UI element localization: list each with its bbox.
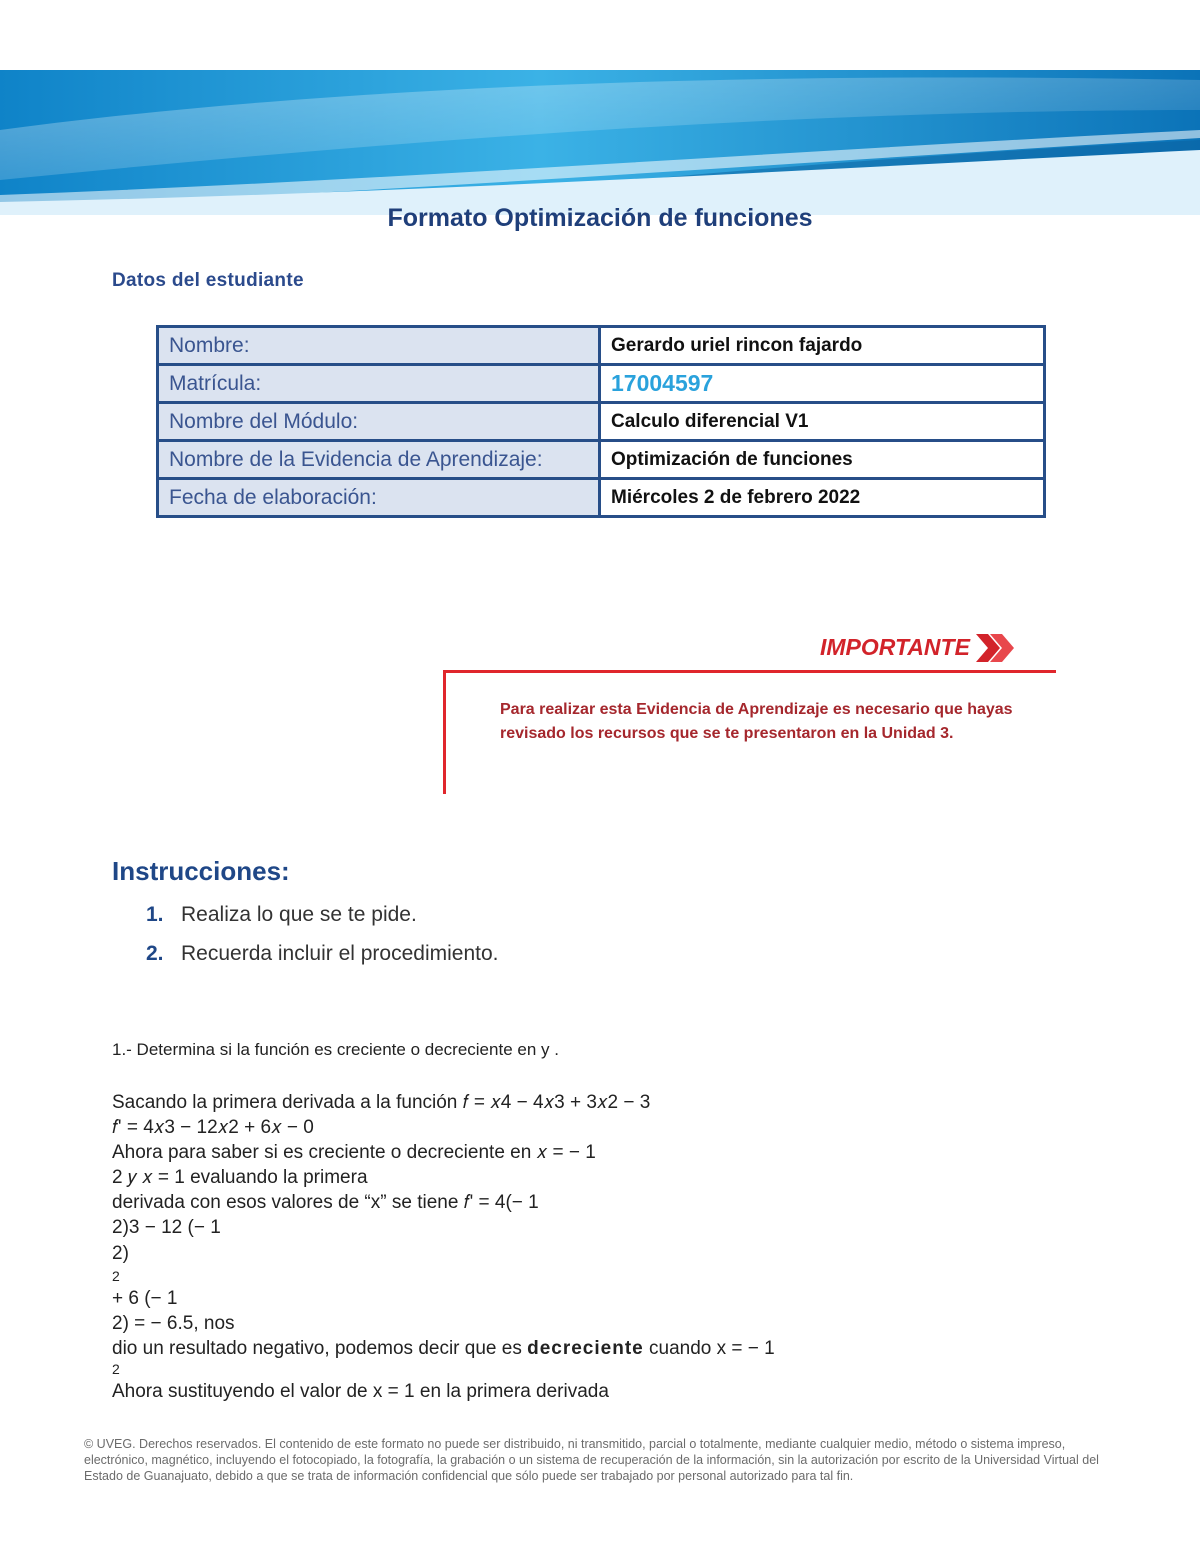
list-item — [146, 903, 499, 942]
table-row — [158, 403, 1045, 441]
important-note: Para realizar esta Evidencia de Aprendizaje es necesario que hayas revisado los recursos que se te presentaron en la Unidad 3. — [500, 701, 1013, 742]
solution-line: 2 — [112, 1361, 120, 1377]
list-item — [146, 942, 499, 981]
solution-line: 2)3 − 12 (− 1 — [112, 1217, 221, 1238]
table-row — [158, 365, 1045, 403]
important-divider — [443, 670, 1056, 673]
row-label: Nombre: — [158, 327, 600, 365]
copyright-footer: © UVEG. Derechos reservados. El contenido de este formato no puede ser distribuido, ni transmitido, parcial o totalmente, mediante cualquier medio, método o sistema impreso, electrónico, magnético, incluyendo el fotocopiado, la fotografía, la grabación o un sistema de recuperación de la información, sin la autorización por escrito de la Universidad Virtual del Estado de Guanajuato, debido a que se trata de información confidencial que sólo puede ser trabajado por personal autorizado para tal fin. — [84, 1437, 1099, 1483]
table-row — [158, 441, 1045, 479]
student-id-value: 17004597 — [600, 365, 1045, 403]
double-chevron-icon — [974, 630, 1018, 666]
solution-line: Ahora para saber si es creciente o decreciente en 𝑥 = − 1 — [112, 1142, 596, 1163]
student-name-value: Gerardo uriel rincon fajardo — [600, 327, 1045, 365]
instructions-list — [146, 903, 499, 981]
question-text: 1.- Determina si la función es creciente o decreciente en y . — [112, 1040, 559, 1059]
header-banner — [0, 70, 1200, 215]
solution-line: 2 𝑦 𝑥 = 1 evaluando la primera — [112, 1167, 368, 1188]
important-side-bar — [443, 670, 446, 794]
solution-line: Sacando la primera derivada a la función 𝑓 = 𝑥4 − 4𝑥3 + 3𝑥2 − 3 — [112, 1092, 651, 1113]
row-label: Nombre del Módulo: — [158, 403, 600, 441]
solution-line: 2) = − 6.5, nos — [112, 1313, 235, 1334]
solution-line: derivada con esos valores de “x” se tiene 𝑓' = 4(− 1 — [112, 1192, 539, 1213]
solution-text: dio un resultado negativo, podemos decir que es — [112, 1338, 522, 1359]
solution-line: 2 — [112, 1268, 120, 1284]
step-text: Realiza lo que se te pide. — [181, 903, 417, 926]
step-number: 2. — [146, 942, 164, 965]
important-title: IMPORTANTE — [820, 634, 970, 660]
evidence-name-value: Optimización de funciones — [600, 441, 1045, 479]
date-value: Miércoles 2 de febrero 2022 — [600, 479, 1045, 517]
solution-line: 𝑓' = 4𝑥3 − 12𝑥2 + 6𝑥 − 0 — [112, 1117, 314, 1138]
row-label: Matrícula: — [158, 365, 600, 403]
row-label: Nombre de la Evidencia de Aprendizaje: — [158, 441, 600, 479]
section-student-heading: Datos del estudiante — [112, 270, 304, 291]
instructions-title: Instrucciones: — [112, 856, 290, 886]
emphasis-text: decreciente — [527, 1338, 644, 1359]
table-row — [158, 479, 1045, 517]
solution-text: cuando x = − 1 — [649, 1338, 775, 1359]
solution-line: Ahora sustituyendo el valor de x = 1 en la primera derivada — [112, 1381, 609, 1402]
row-label: Fecha de elaboración: — [158, 479, 600, 517]
module-name-value: Calculo diferencial V1 — [600, 403, 1045, 441]
table-row — [158, 327, 1045, 365]
solution-line — [112, 1338, 775, 1360]
step-number: 1. — [146, 903, 164, 926]
student-data-table — [156, 325, 1046, 518]
solution-line: 2) — [112, 1243, 129, 1264]
solution-line: + 6 (− 1 — [112, 1288, 178, 1309]
step-text: Recuerda incluir el procedimiento. — [181, 942, 499, 965]
document-title: Formato Optimización de funciones — [387, 204, 813, 232]
